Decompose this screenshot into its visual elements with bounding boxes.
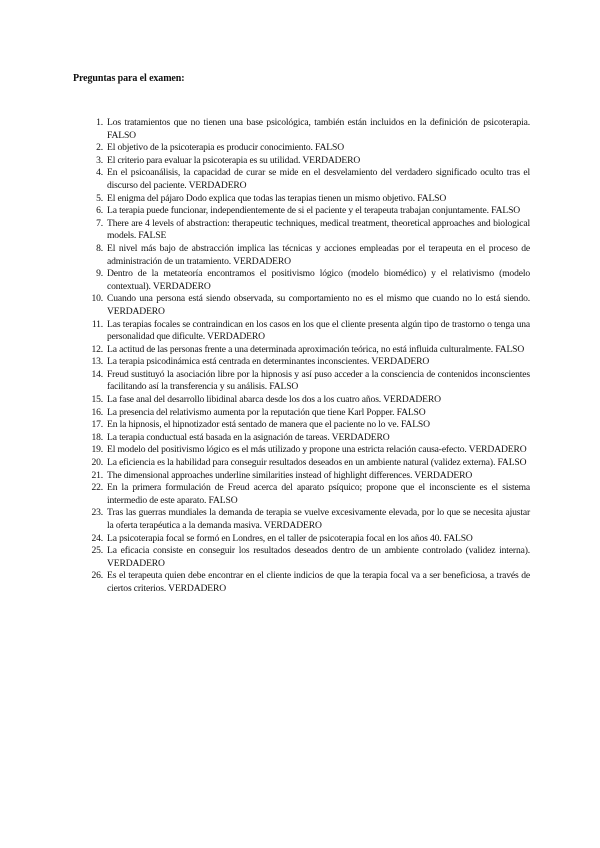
question-text: El nivel más bajo de abstracción implica las técnicas y acciones empleadas por el terapeuta en el proceso de administración de un tratamiento. VERDADERO xyxy=(107,242,530,267)
question-item xyxy=(90,155,530,168)
question-text: El criterio para evaluar la psicoterapia es su utilidad. VERDADERO xyxy=(107,154,361,166)
question-number: 20. xyxy=(91,457,103,469)
question-text: Tras las guerras mundiales la demanda de terapia se vuelve excesivamente elevada, por lo que se necesita ajustar la oferta terapéutica a la demanda masiva. VERDADERO xyxy=(107,507,530,531)
question-number: 10. xyxy=(91,293,103,305)
question-number: 1. xyxy=(96,117,103,128)
question-number: 23. xyxy=(91,507,103,519)
question-item xyxy=(90,268,530,293)
question-number: 19. xyxy=(91,444,103,456)
question-text: La psicoterapia focal se formó en Londres, en el taller de psicoterapia focal en los años 40. FALSO xyxy=(107,532,473,544)
question-item xyxy=(90,218,530,243)
question-item xyxy=(90,193,530,206)
question-item xyxy=(90,507,530,532)
question-list xyxy=(90,117,530,596)
question-number: 25. xyxy=(91,545,103,557)
question-text: El enigma del pájaro Dodo explica que todas las terapias tienen un mismo objetivo. FALSO xyxy=(107,192,447,204)
question-text: Las terapias focales se contraindican en los casos en los que el cliente presenta algún tipo de trastorno o tenga una personalidad que dificulte. VERDADERO xyxy=(107,318,530,343)
question-item xyxy=(90,394,530,407)
question-text: La presencia del relativismo aumenta por la reputación que tiene Karl Popper. FALSO xyxy=(107,406,426,418)
question-item xyxy=(90,407,530,420)
question-text: La fase anal del desarrollo libidinal abarca desde los dos a los cuatro años. VERDADERO xyxy=(107,394,441,406)
question-number: 2. xyxy=(96,142,103,154)
page-heading: Preguntas para el examen: xyxy=(73,73,185,84)
question-text: Es el terapeuta quien debe encontrar en el cliente indicios de que la terapia focal va a ser beneficiosa, a través de ciertos criterios. VERDADERO xyxy=(107,570,530,594)
question-item xyxy=(90,243,530,268)
question-number: 15. xyxy=(91,394,103,406)
question-text: La eficiencia es la habilidad para conseguir resultados deseados en un ambiente natural (validez externa). FALSO xyxy=(107,457,527,469)
question-number: 14. xyxy=(91,368,103,380)
question-number: 21. xyxy=(91,469,103,481)
question-number: 18. xyxy=(91,431,103,443)
question-number: 17. xyxy=(91,419,103,431)
question-item xyxy=(90,356,530,369)
question-number: 3. xyxy=(96,154,103,166)
question-number: 24. xyxy=(91,532,103,544)
question-text: Dentro de la metateoría encontramos el positivismo lógico (modelo biomédico) y el relativismo (modelo contextual). VERDADERO xyxy=(107,268,530,292)
question-number: 5. xyxy=(96,192,103,204)
question-text: There are 4 levels of abstraction: therapeutic techniques, medical treatment, theoretical approaches and biological models. FALSE xyxy=(107,217,530,242)
question-text: La terapia conductual está basada en la asignación de tareas. VERDADERO xyxy=(107,431,390,443)
question-text: El objetivo de la psicoterapia es producir conocimiento. FALSO xyxy=(107,142,344,154)
question-item xyxy=(90,457,530,470)
question-text: La actitud de las personas frente a una determinada aproximación teórica, no está influida culturalmente. FALSO xyxy=(107,343,525,355)
question-item xyxy=(90,570,530,595)
question-number: 13. xyxy=(91,356,103,368)
question-text: Cuando una persona está siendo observada, su comportamiento no es el mismo que cuando no lo está siendo. VERDADERO xyxy=(107,293,530,317)
question-text: La terapia psicodinámica está centrada en determinantes inconscientes. VERDADERO xyxy=(107,356,430,368)
question-text: La terapia puede funcionar, independientemente de si el paciente y el terapeuta trabajan conjuntamente. FALSO xyxy=(107,205,521,217)
question-text: En la hipnosis, el hipnotizador está sentado de manera que el paciente no lo ve. FALSO xyxy=(107,419,430,431)
question-item xyxy=(90,432,530,445)
question-item xyxy=(90,344,530,357)
question-item xyxy=(90,117,530,142)
question-number: 12. xyxy=(91,343,103,355)
question-item xyxy=(90,293,530,318)
question-text: La eficacia consiste en conseguir los resultados deseados dentro de un ambiente controlado (validez interna). VERDADERO xyxy=(107,545,530,569)
question-item xyxy=(90,167,530,192)
question-number: 26. xyxy=(91,570,103,582)
question-number: 11. xyxy=(91,318,103,330)
question-text: Los tratamientos que no tienen una base psicológica, también están incluidos en la definición de psicoterapia. FALSO xyxy=(107,117,530,141)
question-number: 16. xyxy=(91,406,103,418)
question-item xyxy=(90,319,530,344)
question-item xyxy=(90,444,530,457)
question-text: En la primera formulación de Freud acerca del aparato psíquico; propone que el inconsciente es el sistema intermedio de este aparato. FALSO xyxy=(107,482,530,506)
question-item xyxy=(90,482,530,507)
question-number: 9. xyxy=(96,268,103,280)
question-item xyxy=(90,142,530,155)
question-number: 8. xyxy=(96,242,103,254)
question-text: The dimensional approaches underline similarities instead of highlight differences. VERDADERO xyxy=(107,469,473,481)
question-number: 22. xyxy=(91,482,103,494)
question-item xyxy=(90,419,530,432)
question-number: 7. xyxy=(96,217,103,229)
question-text: En el psicoanálisis, la capacidad de curar se mide en el desvelamiento del verdadero significado oculto tras el discurso del paciente. VERDADERO xyxy=(107,167,530,191)
question-item xyxy=(90,205,530,218)
question-number: 4. xyxy=(96,167,103,179)
question-text: El modelo del positivismo lógico es el más utilizado y propone una estricta relación causa-efecto. VERDADERO xyxy=(107,444,527,456)
question-number: 6. xyxy=(96,205,103,217)
question-item xyxy=(90,470,530,483)
question-item xyxy=(90,369,530,394)
question-item xyxy=(90,545,530,570)
question-item xyxy=(90,533,530,546)
question-text: Freud sustituyó la asociación libre por la hipnosis y así puso acceder a la consciencia de contenidos inconscientes facilitando así la transferencia y su análisis. FALSO xyxy=(107,368,530,393)
